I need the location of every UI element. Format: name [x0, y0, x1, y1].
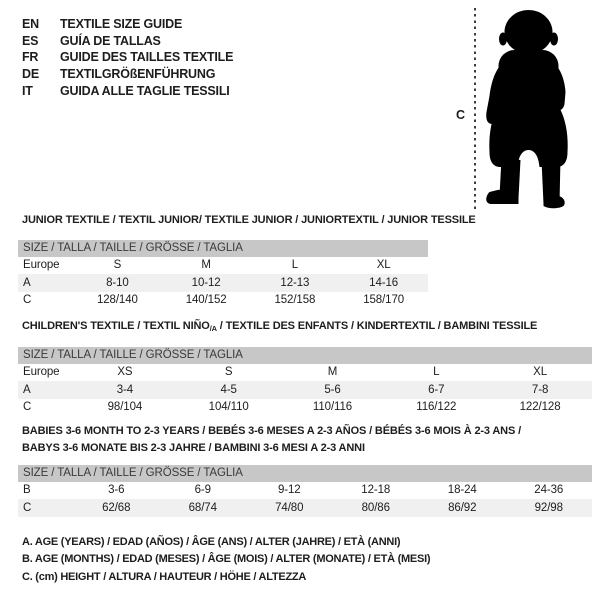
table-row-age — [18, 274, 428, 292]
footnote-age-years: A. AGE (YEARS) / EDAD (AÑOS) / ÂGE (ANS) / ALTER (JAHRE) / ETÀ (ANNI) — [22, 536, 401, 548]
language-code: EN — [22, 17, 39, 32]
age-cell: 24-36 — [534, 484, 564, 497]
language-row-en — [22, 16, 233, 33]
age-cell: 9-12 — [277, 484, 301, 497]
babies-table-title-line1: BABIES 3-6 MONTH TO 2-3 YEARS / BEBÉS 3-6 MESES A 2-3 AÑOS / BÉBÉS 3-6 MOIS À 2-3 ANS / — [22, 425, 521, 437]
height-cell: 74/80 — [275, 501, 304, 514]
table-row-age-months — [18, 482, 592, 500]
table-row-europe — [18, 257, 428, 275]
table-row-height — [18, 292, 428, 310]
height-measure-label: C — [456, 108, 466, 122]
title-text: CHILDREN'S TEXTILE / TEXTIL NIÑO — [22, 320, 210, 332]
language-title-list — [22, 16, 233, 99]
size-cell: XL — [376, 259, 391, 272]
size-cell: XL — [533, 366, 548, 379]
babies-table-title-line2: BABYS 3-6 MONATE BIS 2-3 JAHRE / BAMBINI 3-6 MESI A 2-3 ANNI — [22, 442, 365, 454]
height-cell: 116/122 — [416, 401, 457, 414]
children-size-table — [18, 364, 592, 417]
title-subscript: /A — [209, 324, 217, 333]
height-dotted-line — [474, 8, 476, 212]
row-label: Europe — [23, 259, 60, 272]
language-row-it — [22, 82, 233, 99]
size-cell: M — [327, 366, 338, 379]
language-code: DE — [22, 67, 39, 82]
title-text: / TEXTILE DES ENFANTS / KINDERTEXTIL / BAMBINI TESSILE — [216, 320, 538, 332]
age-cell: 12-13 — [280, 276, 310, 289]
age-cell: 12-18 — [361, 484, 391, 497]
row-label: A — [23, 383, 31, 396]
row-label: C — [23, 294, 32, 307]
age-cell: 10-12 — [191, 276, 221, 289]
size-cell: M — [201, 259, 211, 272]
footnote-age-months: B. AGE (MONTHS) / EDAD (MESES) / ÂGE (MOIS) / ALTER (MONATE) / ETÀ (MESI) — [22, 553, 431, 566]
height-cell: 110/116 — [312, 401, 353, 414]
age-cell: 18-24 — [447, 484, 477, 497]
guide-title-es: GUÍA DE TALLAS — [60, 33, 161, 48]
height-cell: 122/128 — [519, 401, 561, 414]
size-cell: S — [113, 259, 122, 272]
table-row-age — [18, 381, 592, 399]
junior-size-table — [18, 257, 428, 310]
junior-table-title: JUNIOR TEXTILE / TEXTIL JUNIOR/ TEXTILE JUNIOR / JUNIORTEXTIL / JUNIOR TESSILE — [22, 214, 476, 226]
guide-title-en: TEXTILE SIZE GUIDE — [60, 17, 183, 32]
age-cell: 6-7 — [428, 383, 445, 396]
age-cell: 7-8 — [531, 383, 549, 396]
table-row-height — [18, 399, 592, 417]
footnote-height: C. (cm) HEIGHT / ALTURA / HAUTEUR / HÖHE / ALTEZZA — [22, 570, 307, 583]
height-cell: 92/98 — [534, 501, 563, 514]
age-cell: 5-6 — [324, 383, 341, 396]
age-cell: 8-10 — [106, 276, 129, 289]
age-cell: 3-6 — [108, 484, 125, 497]
height-cell: 86/92 — [448, 501, 477, 514]
row-label: B — [23, 484, 31, 497]
size-cell: L — [291, 259, 299, 272]
size-cell: S — [224, 366, 233, 379]
language-code: IT — [22, 83, 33, 98]
height-cell: 68/74 — [188, 501, 217, 514]
babies-size-table — [18, 482, 592, 517]
age-cell: 14-16 — [369, 276, 399, 289]
height-cell: 104/110 — [208, 401, 249, 414]
row-label: C — [23, 501, 32, 514]
row-label: C — [23, 401, 32, 414]
height-cell: 62/68 — [102, 501, 131, 514]
guide-title-de: TEXTILGRÖßENFÜHRUNG — [60, 67, 216, 82]
age-cell: 3-4 — [116, 383, 134, 396]
footnote-legend — [22, 534, 430, 586]
size-cell: XS — [117, 366, 133, 379]
language-row-de — [22, 66, 233, 83]
size-cell: L — [433, 366, 440, 379]
height-cell: 128/140 — [96, 294, 138, 307]
table-row-europe — [18, 364, 592, 382]
babies-size-header-bar: SIZE / TALLA / TAILLE / GRÖSSE / TAGLIA — [18, 465, 592, 482]
language-code: FR — [22, 50, 39, 65]
children-size-header-bar: SIZE / TALLA / TAILLE / GRÖSSE / TAGLIA — [18, 347, 592, 364]
language-row-fr — [22, 49, 233, 66]
height-cell: 80/86 — [361, 501, 390, 514]
table-row-height — [18, 499, 592, 517]
junior-size-header-bar: SIZE / TALLA / TAILLE / GRÖSSE / TAGLIA — [18, 240, 428, 257]
age-cell: 4-5 — [220, 383, 237, 396]
row-label: Europe — [23, 366, 60, 379]
height-cell: 152/158 — [274, 294, 316, 307]
height-cell: 158/170 — [363, 294, 405, 307]
height-cell: 98/104 — [107, 401, 143, 414]
baby-silhouette-icon — [482, 8, 575, 212]
age-cell: 6-9 — [194, 484, 211, 497]
guide-title-fr: GUIDE DES TAILLES TEXTILE — [60, 50, 234, 65]
children-table-title — [22, 320, 537, 333]
guide-title-it: GUIDA ALLE TAGLIE TESSILI — [60, 83, 230, 98]
language-row-es — [22, 33, 233, 50]
height-cell: 140/152 — [185, 294, 227, 307]
row-label: A — [23, 276, 31, 289]
language-code: ES — [22, 33, 39, 48]
